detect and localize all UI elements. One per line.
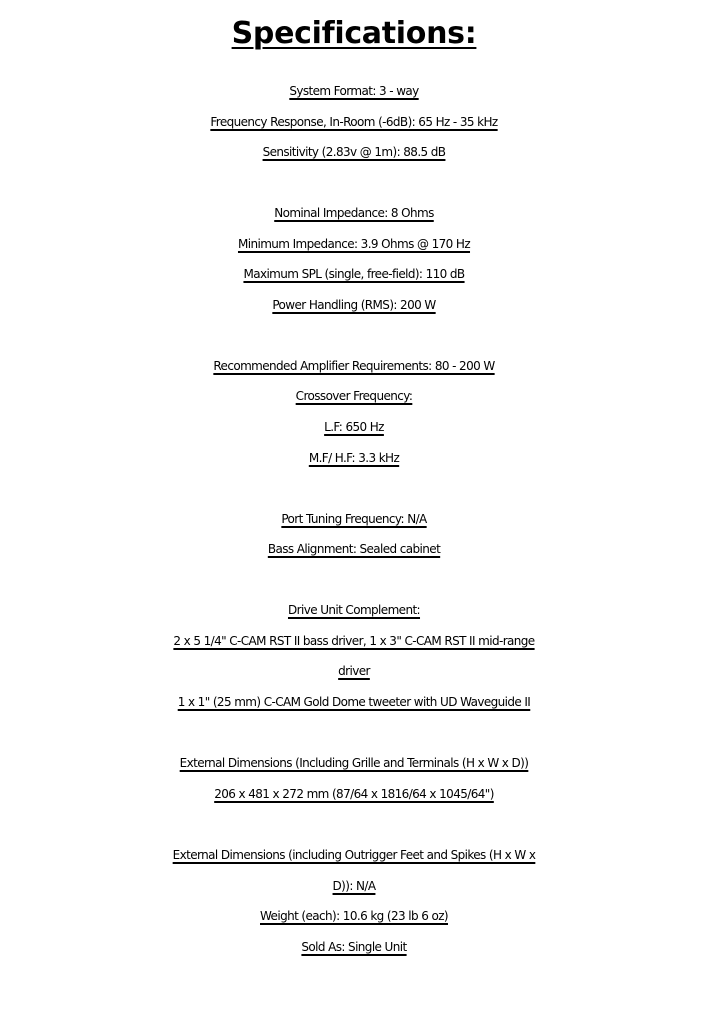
spec-system-format: System Format: 3 - way [289,84,419,98]
spec-drive-unit-heading: Drive Unit Complement: [287,603,421,617]
spec-crossover-mf-hf: M.F/ H.F: 3.3 kHz [308,451,400,465]
spec-dimensions-grille-heading: External Dimensions (Including Grille and Terminals (H x W x D)) [179,756,529,770]
spec-crossover-heading: Crossover Frequency: [295,389,413,403]
spec-bass-alignment: Bass Alignment: Sealed cabinet [267,542,441,556]
spec-frequency-response: Frequency Response, In-Room (-6dB): 65 Hz - 35 kHz [210,115,498,129]
spec-maximum-spl: Maximum SPL (single, free-field): 110 dB [243,267,465,281]
spec-power-handling: Power Handling (RMS): 200 W [272,298,436,312]
spec-nominal-impedance: Nominal Impedance: 8 Ohms [274,206,434,220]
spec-weight: Weight (each): 10.6 kg (23 lb 6 oz) [260,909,448,923]
spec-port-tuning: Port Tuning Frequency: N/A [281,512,427,526]
spec-dimensions-feet-value: D)): N/A [332,879,376,893]
spec-amplifier-requirements: Recommended Amplifier Requirements: 80 - 200 W [213,359,495,373]
spec-dimensions-feet-heading: External Dimensions (including Outrigger Feet and Spikes (H x W x [172,848,536,862]
spec-minimum-impedance: Minimum Impedance: 3.9 Ohms @ 170 Hz [237,237,471,251]
spec-drive-unit-bass-mid: 2 x 5 1/4" C-CAM RST II bass driver, 1 x 3" C-CAM RST II mid-range [173,634,535,648]
spec-dimensions-grille-value: 206 x 481 x 272 mm (87/64 x 1816/64 x 1045/64") [214,787,494,801]
spec-drive-unit-bass-mid-cont: driver [338,664,370,678]
spec-drive-unit-tweeter: 1 x 1" (25 mm) C-CAM Gold Dome tweeter with UD Waveguide II [177,695,531,709]
page-title: Specifications: [231,16,477,51]
spec-sold-as: Sold As: Single Unit [301,940,407,954]
spec-sensitivity: Sensitivity (2.83v @ 1m): 88.5 dB [262,145,446,159]
spec-crossover-lf: L.F: 650 Hz [324,420,384,434]
